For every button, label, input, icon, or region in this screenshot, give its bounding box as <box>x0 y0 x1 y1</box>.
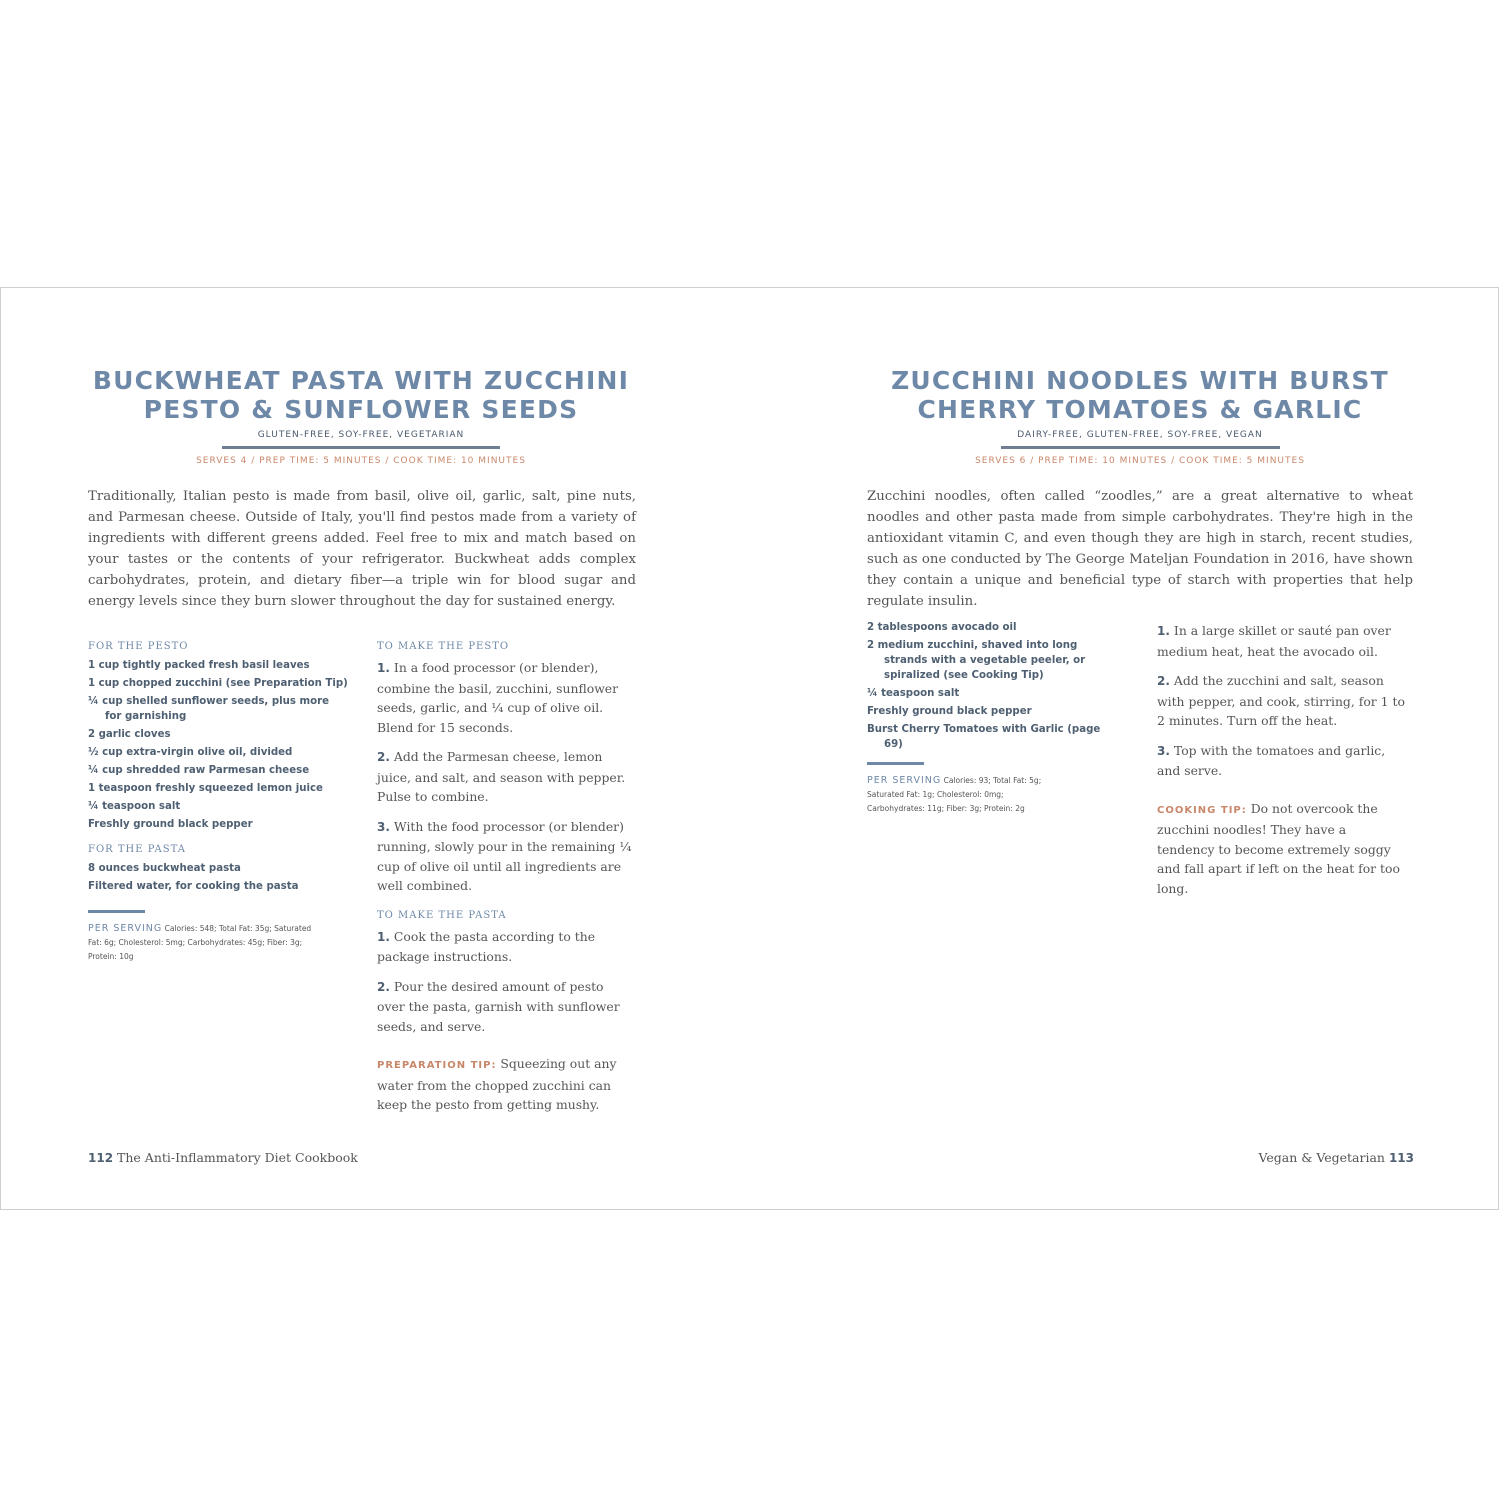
ingredient-item: ¼ teaspoon salt <box>88 801 181 812</box>
ingredient-item: 2 garlic cloves <box>88 729 171 740</box>
step-number: 1. <box>1157 624 1170 638</box>
step-text: In a food processor (or blender), combine the basil, zucchini, sunflower seeds, garlic, and ¼ cup of olive oil. Blend for 15 seconds. <box>377 660 619 735</box>
step-number: 2. <box>1157 674 1170 688</box>
step-text: Top with the tomatoes and garlic, and serve. <box>1157 742 1386 778</box>
cooking-tip <box>1157 799 1405 899</box>
step-item <box>1157 621 1405 661</box>
step-text: With the food processor (or blender) running, slowly pour in the remaining ¼ cup of olive oil until all ingredients are well combined. <box>377 818 632 893</box>
page-number: 112 <box>88 1151 114 1165</box>
tags-divider <box>1001 446 1280 449</box>
left-page <box>1 288 750 1209</box>
nutrition-info <box>867 774 1057 816</box>
recipe-meta: SERVES 4 / PREP TIME: 5 MINUTES / COOK TIME: 10 MINUTES <box>196 456 526 466</box>
recipe-intro: Traditionally, Italian pesto is made from basil, olive oil, garlic, salt, pine nuts, and Parmesan cheese. Outside of Italy, you'll find pestos made from a variety of ingredients with different greens added. Feel free to mix and match based on your tastes or the contents of your refrigerator. Buckwheat adds complex carbohydrates, protein, and dietary fiber—a triple win for blood sugar and energy levels since they burn slower throughout the day for sustained energy. <box>88 489 636 609</box>
recipe-intro: Zucchini noodles, often called “zoodles,” are a great alternative to wheat noodles and other pasta made from simple carbohydrates. They're high in the antioxidant vitamin C, and even though they are high in starch, recent studies, such as one conducted by The George Mateljan Foundation in 2016, have shown they contain a unique and beneficial type of starch with properties that help regulate insulin. <box>867 489 1413 609</box>
step-text: Add the Parmesan cheese, lemon juice, and salt, and season with pepper. Pulse to combine. <box>377 749 626 804</box>
running-head: The Anti-Inflammatory Diet Cookbook <box>117 1150 358 1165</box>
directions-column <box>377 641 635 1115</box>
directions-column <box>1157 621 1405 898</box>
make-pesto-heading: TO MAKE THE PESTO <box>377 641 510 652</box>
step-number: 1. <box>377 661 390 675</box>
step-text: In a large skillet or sauté pan over medium heat, heat the avocado oil. <box>1157 623 1391 659</box>
pesto-ingredients-list <box>88 658 353 832</box>
page-footer <box>1258 1150 1414 1165</box>
step-item <box>377 817 635 896</box>
step-item <box>377 658 635 737</box>
ingredient-item: ¼ cup shredded raw Parmesan cheese <box>88 765 310 776</box>
per-serving-label: PER SERVING <box>88 923 163 934</box>
step-text: Add the zucchini and salt, season with pepper, and cook, stirring, for 1 to 2 minutes. Turn off the heat. <box>1157 673 1405 728</box>
ingredient-item: ¼ teaspoon salt <box>867 688 960 699</box>
ingredient-item: Filtered water, for cooking the pasta <box>88 881 299 892</box>
preparation-tip <box>377 1054 635 1115</box>
make-pesto-steps <box>377 658 635 896</box>
title-line-2: CHERRY TOMATOES & GARLIC <box>917 395 1363 424</box>
dietary-tags: GLUTEN-FREE, SOY-FREE, VEGETARIAN <box>257 430 465 440</box>
ingredient-item: 8 ounces buckwheat pasta <box>88 863 241 874</box>
step-item <box>377 747 635 807</box>
step-number: 2. <box>377 750 390 764</box>
ingredient-item: 1 cup tightly packed fresh basil leaves <box>88 660 310 671</box>
tip-text: Do not overcook the zucchini noodles! They have a tendency to become extremely soggy and fall apart if left on the heat for too long. <box>1157 800 1400 896</box>
nutrition-info <box>88 922 318 964</box>
right-page <box>750 288 1500 1209</box>
step-number: 2. <box>377 979 390 994</box>
step-number: 3. <box>377 819 390 834</box>
tags-divider <box>222 446 500 449</box>
ingredient-item: 1 cup chopped zucchini (see Preparation Tip) <box>88 678 348 689</box>
pesto-ingredients-heading: FOR THE PESTO <box>88 641 189 652</box>
nutrition-divider <box>867 762 924 765</box>
ingredients-column <box>88 641 353 964</box>
step-text: Cook the pasta according to the package instructions. <box>377 928 596 964</box>
step-item <box>377 927 635 967</box>
directions-steps <box>1157 621 1405 781</box>
nutrition-divider <box>88 910 145 913</box>
make-pasta-steps <box>377 927 635 1037</box>
step-text: Pour the desired amount of pesto over the pasta, garnish with sunflower seeds, and serve. <box>377 978 620 1034</box>
ingredient-item: 1 teaspoon freshly squeezed lemon juice <box>88 783 323 794</box>
ingredient-item: Freshly ground black pepper <box>867 706 1032 717</box>
ingredient-item: ¼ cup shelled sunflower seeds, plus more for garnishing <box>88 696 330 722</box>
recipe-title <box>866 366 1414 424</box>
ingredient-item: 2 tablespoons avocado oil <box>867 622 1017 633</box>
step-item <box>377 977 635 1037</box>
page-footer <box>88 1150 358 1165</box>
tip-label: COOKING TIP: <box>1157 804 1247 816</box>
running-head: Vegan & Vegetarian <box>1258 1150 1385 1165</box>
tip-label: PREPARATION TIP: <box>377 1060 497 1071</box>
ingredients-list <box>867 620 1117 752</box>
ingredient-item: 2 medium zucchini, shaved into long strands with a vegetable peeler, or spiralized (see Cooking Tip) <box>867 640 1086 681</box>
recipe-meta: SERVES 6 / PREP TIME: 10 MINUTES / COOK TIME: 5 MINUTES <box>975 456 1305 466</box>
ingredient-item: ½ cup extra-virgin olive oil, divided <box>88 747 293 758</box>
book-spread <box>0 287 1499 1210</box>
per-serving-label: PER SERVING <box>867 775 942 786</box>
step-item <box>1157 671 1405 731</box>
step-number: 1. <box>377 929 390 944</box>
ingredients-column <box>867 620 1117 816</box>
page-number: 113 <box>1388 1151 1414 1165</box>
step-number: 3. <box>1157 743 1170 758</box>
nutrition-values: Calories: 93; Total Fat: 5g; Saturated Fat: 1g; Cholesterol: 0mg; Carbohydrates: 11g; Fiber: 3g; Protein: 2g <box>867 776 1042 813</box>
tip-text: Squeezing out any water from the chopped zucchini can keep the pesto from getting mushy. <box>377 1056 617 1112</box>
title-line-2: PESTO & SUNFLOWER SEEDS <box>143 395 579 424</box>
title-line-1: ZUCCHINI NOODLES WITH BURST <box>891 366 1389 395</box>
pasta-ingredients-heading: FOR THE PASTA <box>88 844 186 855</box>
step-item <box>1157 741 1405 781</box>
ingredient-item: Burst Cherry Tomatoes with Garlic (page 69) <box>867 724 1101 750</box>
title-line-1: BUCKWHEAT PASTA WITH ZUCCHINI <box>92 366 630 395</box>
make-pasta-heading: TO MAKE THE PASTA <box>377 909 507 921</box>
nutrition-values: Calories: 548; Total Fat: 35g; Saturated Fat: 6g; Cholesterol: 5mg; Carbohydrates: 45g; Fiber: 3g; Protein: 10g <box>88 924 312 961</box>
recipe-title <box>87 366 635 424</box>
dietary-tags: DAIRY-FREE, GLUTEN-FREE, SOY-FREE, VEGAN <box>1017 430 1263 440</box>
pasta-ingredients-list <box>88 861 353 894</box>
ingredient-item: Freshly ground black pepper <box>88 819 253 830</box>
